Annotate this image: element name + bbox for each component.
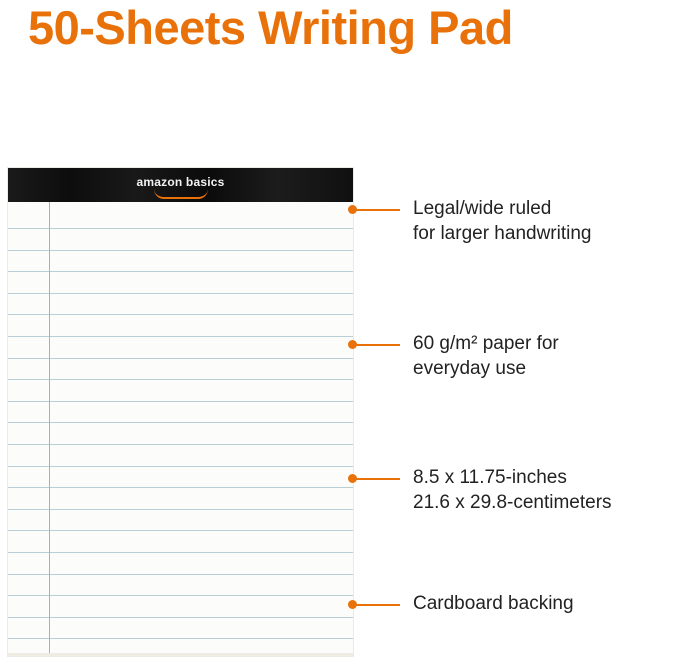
rule-line (8, 552, 353, 553)
callout-label-line: everyday use (413, 358, 527, 380)
rule-line (8, 379, 353, 380)
callout-label (413, 465, 612, 515)
cardboard-backing-edge (8, 653, 353, 656)
callout-leader-line (356, 478, 400, 480)
rule-line (8, 466, 353, 467)
margin-rule-line (49, 202, 50, 656)
callout-label-line: 8.5 x 11.75-inches (413, 467, 567, 488)
rule-line (8, 638, 353, 639)
rule-line (8, 228, 353, 229)
rule-line (8, 358, 353, 359)
rule-line (8, 444, 353, 445)
callout-label-line: for larger handwriting (413, 223, 592, 245)
rule-line (8, 487, 353, 488)
rule-line (8, 574, 353, 575)
rule-line (8, 617, 353, 618)
amazon-basics-logo-text: amazon basics (136, 175, 225, 189)
writing-pad-image (8, 168, 353, 656)
amazon-smile-icon (154, 189, 208, 199)
callout-leader-line (356, 209, 400, 211)
rule-line (8, 271, 353, 272)
callout-label-line: 21.6 x 29.8-centimeters (413, 492, 612, 514)
pad-paper (8, 202, 353, 656)
callout-label (413, 196, 591, 246)
rule-line (8, 250, 353, 251)
callout-label-line: Legal/wide ruled (413, 198, 552, 219)
callout-leader-line (356, 604, 400, 606)
callout-leader-line (356, 344, 400, 346)
pad-header-band (8, 168, 353, 202)
rule-line (8, 336, 353, 337)
rule-line (8, 509, 353, 510)
page-title: 50-Sheets Writing Pad (28, 1, 513, 54)
callout-label (413, 331, 559, 381)
rule-line (8, 314, 353, 315)
callout-label-line: 60 g/m² paper for (413, 333, 559, 354)
rule-line (8, 293, 353, 294)
ruled-lines (8, 202, 353, 656)
rule-line (8, 401, 353, 402)
rule-line (8, 422, 353, 423)
callout-label (413, 591, 574, 616)
rule-line (8, 530, 353, 531)
callout-label-line: Cardboard backing (413, 593, 574, 614)
rule-line (8, 595, 353, 596)
